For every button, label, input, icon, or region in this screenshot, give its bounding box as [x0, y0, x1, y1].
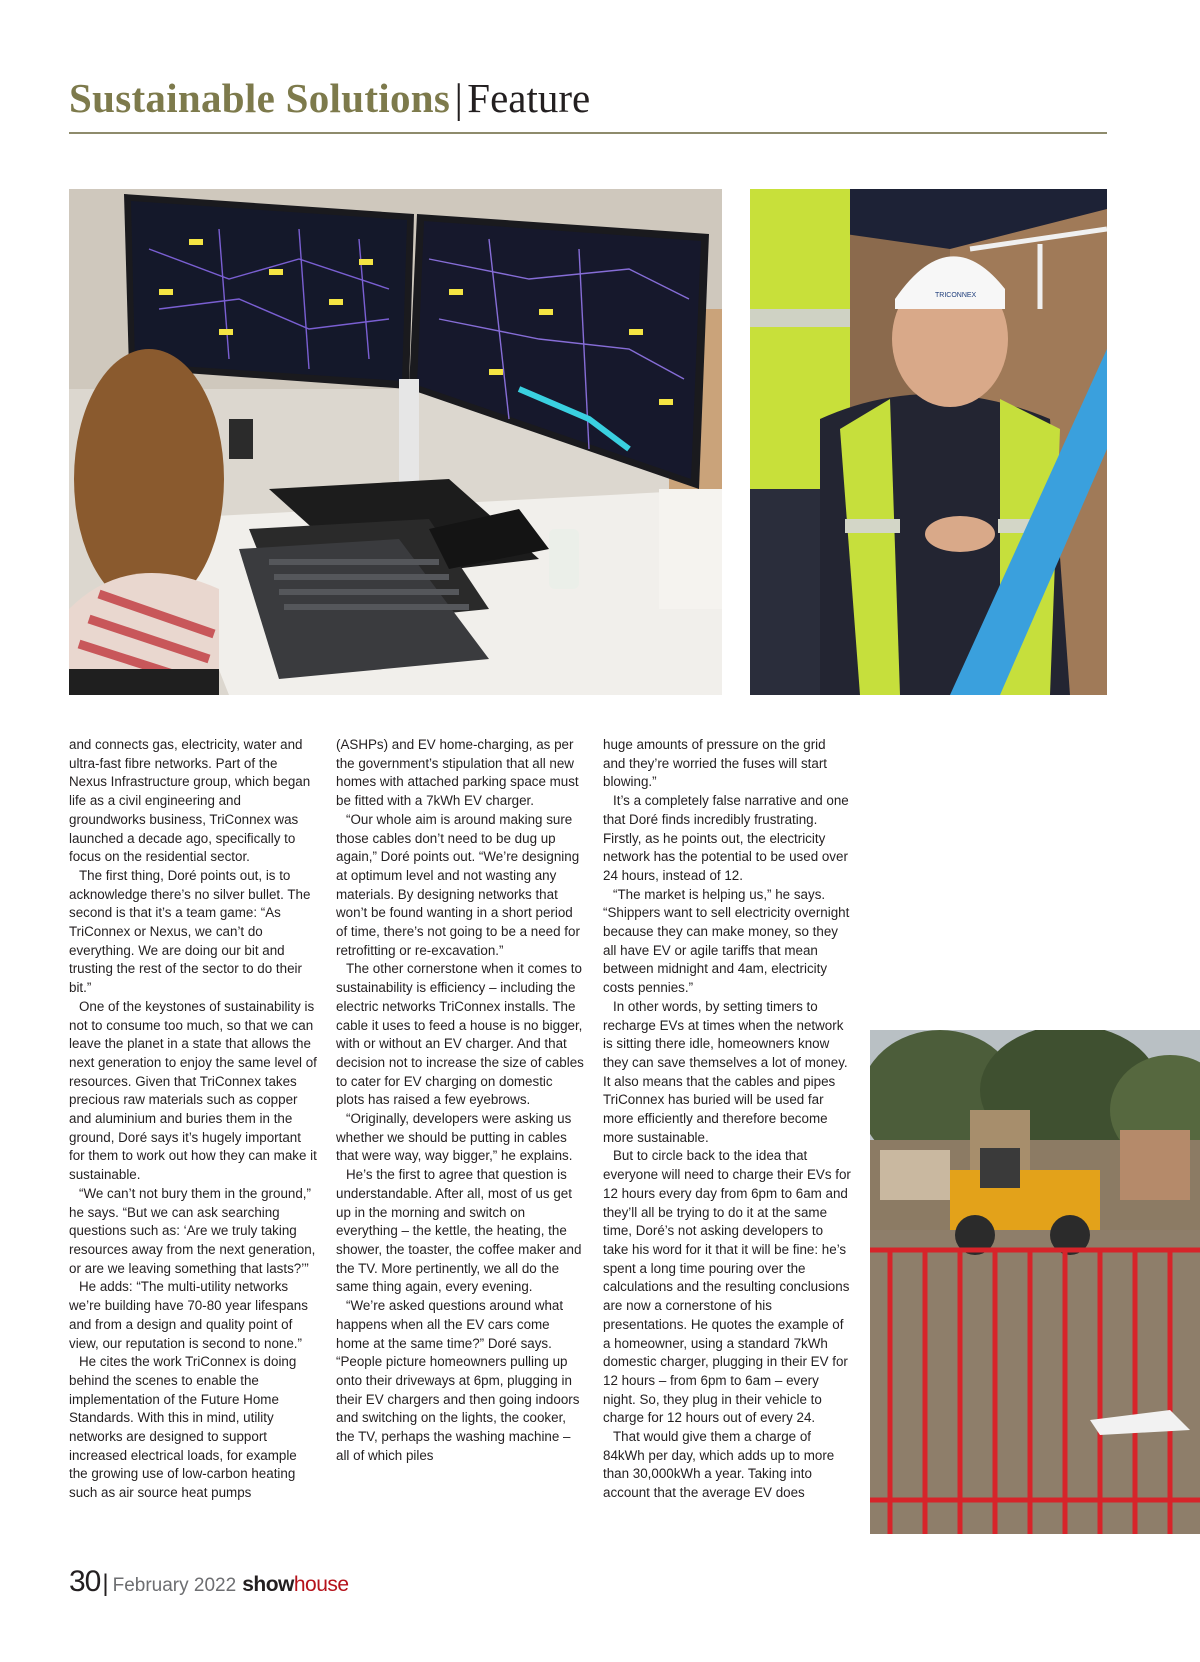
- svg-text:TRICONNEX: TRICONNEX: [935, 292, 977, 299]
- paragraph: and connects gas, electricity, water and ultra-fast fibre networks. Part of the Nexus Infrastructure group, which began life as a civil engineering and groundworks business, TriConnex was launched a decade ago, specifically to focus on the residential sector.: [69, 737, 311, 865]
- page-number: 30: [69, 1565, 101, 1598]
- paragraph: “We’re asked questions around what happens when all the EV cars come home at the same time?” Doré says. “People picture homeowners pulling up onto their driveways at 6pm, plugging in their EV chargers and then going indoors and switching on the lights, the cooker, the TV, perhaps the washing machine – all of which piles: [336, 1298, 580, 1463]
- paragraph: “Originally, developers were asking us whether we should be putting in cables that were way, way bigger,” he explains.: [336, 1111, 573, 1164]
- paragraph: In other words, by setting timers to recharge EVs at times when the network is sitting there idle, homeowners know they can save themselves a lot of money. It also means that the cables and pipes TriConnex has buried will be used far more efficiently and therefore become more sustainable.: [603, 998, 848, 1145]
- paragraph: “The market is helping us,” he says. “Shippers want to sell electricity overnight because they can make money, so they all have EV or agile tariffs that mean between midnight and 4am, electricity costs pennies.”: [603, 886, 850, 996]
- article-column-2: [336, 736, 584, 1465]
- paragraph: The other cornerstone when it comes to sustainability is efficiency – including the electric networks TriConnex installs. The cable it uses to feed a house is no bigger, with or without an EV charger. And that decision not to increase the size of cables to cater for EV charging on domestic plots has raised a few eyebrows.: [336, 961, 584, 1108]
- issue-date: February 2022: [112, 1575, 237, 1596]
- brand-logo-show: show: [242, 1573, 294, 1596]
- page-footer: [69, 1565, 349, 1599]
- office-photo-illustration: [69, 189, 722, 695]
- paragraph: It’s a completely false narrative and one that Doré finds incredibly frustrating. Firstly, as he points out, the electricity network has the potential to be used over 24 hours, instead of 12.: [603, 793, 849, 883]
- paragraph: “Our whole aim is around making sure those cables don’t need to be dug up again,” Doré points out. “We’re designing at optimum level and not wasting any materials. By designing networks that won’t be found wanting in a short period of time, there’s not going to be a need for retrofitting or re-excavation.”: [336, 811, 580, 958]
- paragraph: He’s the first to agree that question is understandable. After all, most of us get up in the morning and switch on everything – the kettle, the heating, the shower, the toaster, the coffee maker and the TV. More pertinently, we all do the same thing again, every evening.: [336, 1167, 582, 1295]
- engineer-photo-illustration: [750, 189, 1107, 695]
- title-line: [69, 74, 590, 122]
- engineer-photo: [750, 189, 1107, 695]
- construction-site-photo: [870, 1030, 1200, 1534]
- title-divider: |: [454, 75, 463, 121]
- article-column-3: [603, 736, 851, 1503]
- paragraph: One of the keystones of sustainability is not to consume too much, so that we can leave the planet in a state that allows the next generation to enjoy the same level of resources. Given that TriConnex takes precious raw materials such as copper and aluminium and buries them in the ground, Doré says it’s hugely important for them to work out how they can make it sustainable.: [69, 998, 317, 1183]
- paragraph: (ASHPs) and EV home-charging, as per the government’s stipulation that all new homes with attached parking space must be fitted with a 7kWh EV charger.: [336, 737, 579, 809]
- paragraph: huge amounts of pressure on the grid and they’re worried the fuses will start blowing.”: [603, 737, 828, 790]
- section-subtitle: Feature: [467, 75, 591, 121]
- section-title: Sustainable Solutions: [69, 75, 451, 121]
- paragraph: “We can’t not bury them in the ground,” he says. “But we can ask searching questions such as: ‘Are we truly taking resources away from the next generation, or are we leaving something that lasts?’”: [69, 1185, 316, 1276]
- paragraph: He adds: “The multi-utility networks we’re building have 70-80 year lifespans and from a design and quality point of view, our reputation is second to none.”: [69, 1279, 308, 1351]
- paragraph: But to circle back to the idea that everyone will need to charge their EVs for 12 hours every day from 6pm to 6am and they’ll all be trying to do it at the same time, Doré’s not asking developers to take his word for it that it will be fine: he’s spent a long time pouring over the calculations and the resulting conclusions are now a cornerstone of his presentations. He quotes the example of a homeowner, using a standard 7kWh domestic charger, plugging in their EV for 12 hours – from 6pm to 6am – every night. So, they plug in their vehicle to charge for 12 hours out of every 24.: [603, 1148, 851, 1426]
- paragraph: The first thing, Doré points out, is to acknowledge there’s no silver bullet. The second is that it’s a team game: “As TriConnex or Nexus, we can’t do everything. We are doing our bit and trusting the rest of the sector to do their bit.”: [69, 867, 311, 996]
- paragraph: He cites the work TriConnex is doing behind the scenes to enable the implementation of the Future Home Standards. With this in mind, utility networks are designed to support increased electrical loads, for example the growing use of low-carbon heating such as air source heat pumps: [69, 1354, 297, 1501]
- paragraph: That would give them a charge of 84kWh per day, which adds up to more than 30,000kWh a year. Taking into account that the average EV does: [603, 1429, 835, 1501]
- site-photo-illustration: [870, 1030, 1200, 1534]
- article-column-1: [69, 736, 317, 1503]
- brand-logo-house: house: [293, 1573, 349, 1596]
- office-workstation-photo: [69, 189, 722, 695]
- section-header: [69, 70, 1107, 134]
- footer-separator: |: [102, 1570, 109, 1597]
